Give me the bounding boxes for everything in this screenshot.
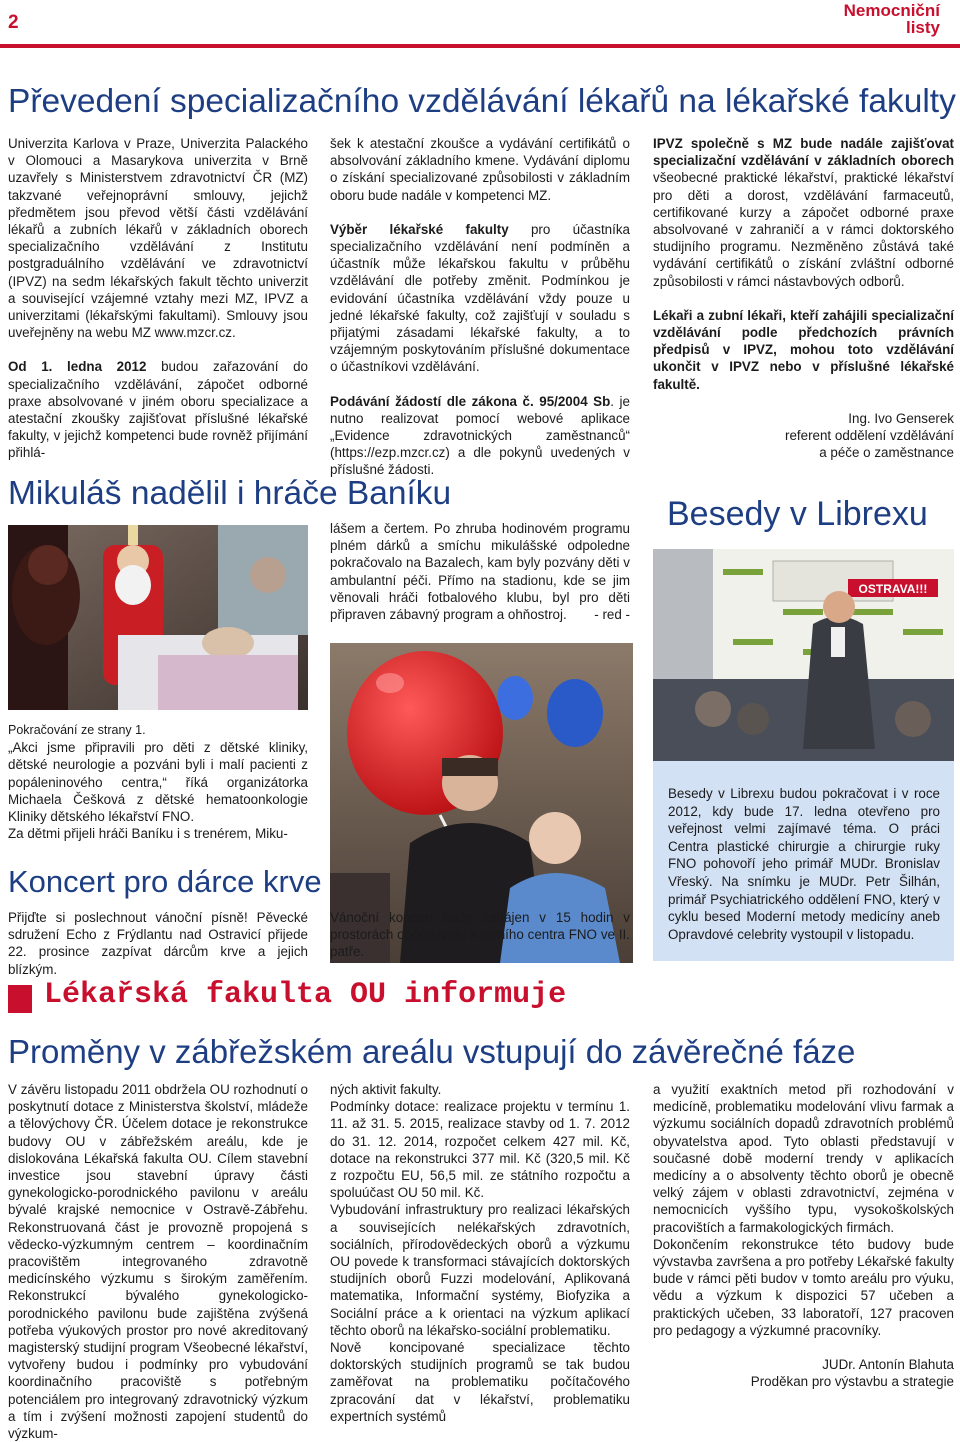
article1-text: . je nutno realizovat pomocí webové aplikace „Evidence zdravotnických zaměstnanců“ (https://ezp.mzcr.cz) a dle pokynů uvedených v příslušné žádosti. — [330, 393, 630, 478]
article2-paragraph: „Akci jsme připravili pro děti z dětské kliniky, dětské neurologie a pozváni byli i malí pacienti z popáleninového centra,“ říká organizátorka Michaela Češková z dětské hematoonkologie Kliniky dětského lékařství FNO. — [8, 740, 308, 825]
article1-lead: Výběr lékařské fakulty — [330, 221, 509, 237]
article1-lead: IPVZ společně s MZ bude nadále zajišťovat specializační vzdělávání v základních oborech — [653, 136, 954, 169]
article5-column-1 — [8, 1081, 308, 1442]
article5-paragraph: Podmínky dotace: realizace projektu v termínu 1. 11. až 31. 5. 2015, realizace stavby od 1. 7. 2012 do 31. 12. 2014, rozpočet celkem 427 mil. Kč, dotace na rekonstrukci 377 mil. Kč (320,5 mil. Kč z rozpočtu EU, 56,5 mil. ze státního rozpočtu a spoluúčast OU 50 mil. Kč. — [330, 1099, 630, 1201]
photo-mikulas-hospital — [8, 525, 308, 710]
article-title-promeny: Proměny v zábřežském areálu vstupují do závěrečné fáze — [8, 1033, 856, 1070]
article5-column-3 — [653, 1081, 954, 1390]
photo-besedy-lecture-image — [653, 549, 954, 761]
author-role: a péče o zaměstnance — [819, 445, 954, 461]
masthead-logo — [844, 2, 940, 36]
article1-bold-paragraph: Lékaři a zubní lékaři, kteří zahájili specializační vzdělávání podle předchozích právních předpisů v IPVZ, mohou toto vzdělávání ukončit v IPVZ nebo v příslušné lékařské fakultě. — [653, 307, 954, 392]
article3-column-2 — [330, 909, 630, 961]
article3-paragraph: Vánoční koncert bude zahájen v 15 hodin v prostorách občerstvení Krevního centra FNO ve II. patře. — [330, 910, 630, 960]
article2-paragraph — [330, 520, 630, 623]
article5-paragraph: Nově koncipované specializace těchto doktorských studijních programů se tak budou zaměřovat na problematiku počítačového zpracování dat v lékařství, problematiku expertních systémů — [330, 1340, 630, 1424]
article5-paragraph: Vybudování infrastruktury pro realizaci lékařských a souvisejících nelékařských zdravotních, sociálních, přírodovědeckých oborů a výzkumu OU povede k transformaci stávajících doktorských studijních oborů Fuzzi modelování, Aplikovaná matematika, Informační systémy, Biofyzika a Sociální práce a k orientaci na výzkum aplikací těchto oborů na lékařsko-sociální problematiku. — [330, 1202, 630, 1338]
section-title: Lékařská fakulta OU informuje — [44, 978, 567, 1012]
article3-paragraph: Přijďte si poslechnout vánoční písně! Pěvecké sdružení Echo z Frýdlantu nad Ostravicí přijede 22. prosince zazpívat dárcům krve a jejich blízkým. — [8, 910, 308, 977]
article5-paragraph: Dokončením rekonstrukce této budovy bude vývstavba završena a pro potřeby Lékařské fakulty bude v rámci pěti budov v tomto areálu pro výuku, vědu a výzkum k dispozici 57 učeben a praktických učeben, 33 laboratoří, 127 pracoven pro pedagogy a výzkumné pracovníky. — [653, 1236, 954, 1338]
article1-paragraph: šek k atestační zkoušce a vydávání certifikátů o absolvování základního kmene. Vydávání diplomu o získání specializované způsobilosti v základním oboru bude nadále v kompetenci MZ. — [330, 136, 630, 203]
article1-lead: Od 1. ledna 2012 — [8, 359, 147, 375]
banner-text: OSTRAVA!!! — [858, 582, 928, 596]
article1-paragraph — [330, 221, 630, 376]
article-title-prevedeni: Převedení specializačního vzdělávání lékařů na lékařské fakulty — [8, 83, 956, 120]
header-rule — [0, 44, 960, 48]
article1-column-2 — [330, 135, 630, 479]
article5-column-2 — [330, 1081, 630, 1425]
page-number: 2 — [8, 12, 19, 33]
article1-paragraph — [653, 135, 954, 290]
author-role: referent oddělení vzdělávání — [785, 428, 954, 444]
article5-paragraph: a využití exaktních metod při rozhodování v medicíně, problematiku modelování vlivu farmak a výzkumu sociálních dopadů zdravotních problémů obyvatelstva apod. Tyto oblasti představují v současné době moderní trendy v aplikacích medicíny a o absolventy těchto oborů je obecně velký zájem v oblasti zdravotnictví, zejména v nemocnicích vyššího typu, vysokoškolských pracovištích a farmakologických firmách. — [653, 1082, 954, 1235]
article-title-koncert: Koncert pro dárce krve — [8, 864, 322, 899]
article-title-besedy: Besedy v Librexu — [667, 495, 928, 533]
article1-paragraph: Univerzita Karlova v Praze, Univerzita Palackého v Olomouci a Masarykova univerzita v Brně uzavřely s Ministerstvem zdravotnictví ČR (MZ) takzvané veřejnoprávní smlouvy, jejichž předmětem jsou převod větší části vzdělávání lékařů a zubních lékařů v základních oborech specializačního vzdělávání z Institutu postgraduálního vzdělávání ve zdravotnictví (IPVZ) na sedm lékařských fakult těchto univerzit a související vzájemné vztahy mezi MZ, IPVZ a univerzitami (lékařskými fakultami). Smlouvy jsou uveřejněny na webu MZ www.mzcr.cz. — [8, 136, 308, 341]
article5-paragraph: ných aktivit fakulty. — [330, 1082, 442, 1097]
masthead-line-2: listy — [905, 18, 940, 37]
article2-paragraph: Za dětmi přijeli hráči Baníku i s trenérem, Miku- — [8, 826, 288, 842]
photo-mikulas-hospital-image — [8, 525, 308, 710]
article1-paragraph — [330, 393, 630, 479]
author-role: Proděkan pro výstavbu a strategie — [750, 1374, 954, 1390]
article1-column-1 — [8, 135, 308, 462]
masthead-line-1: Nemocniční — [843, 1, 940, 20]
article1-lead: Podávání žádostí dle zákona č. 95/2004 Sb — [330, 393, 611, 409]
author-name: JUDr. Antonín Blahuta — [822, 1357, 954, 1373]
author-name: Ing. Ivo Genserek — [848, 410, 954, 426]
article-title-mikulas: Mikuláš nadělil i hráče Baníku — [8, 475, 452, 512]
photo-besedy-lecture — [653, 549, 954, 761]
besedy-paragraph: Besedy v Librexu budou pokračovat i v roce 2012, kdy bude 17. ledna otevřeno pro veřejnost velmi zajímavé téma. O práci Centra plastické chirurgie a chirurgie ruky FNO pohovoří jeho primář MUDr. Bronislav Vřeský. Na snímku je MUDr. Petr Šilhán, primář Psychiatrického oddělení FNO, který v cyklu besed Moderní metody medicíny aneb Opravdové celebrity vystoupil v listopadu. — [668, 786, 940, 942]
article1-text: všeobecné praktické lékařství, praktické lékařství pro děti a dorost, vzdělávání farmaceutů, certifikované kurzy a zápočet odborné praxe absolvované v zahraničí a v rámci doktorského studijního programu. Nezměněno zůstává také vydávání certifikátů o získání zvláštní odborné způsobilosti v rámci nástavbových odborů. — [653, 170, 954, 289]
article2-column-2 — [330, 520, 630, 623]
article2-signoff: - red - — [594, 607, 630, 623]
article1-text: pro účastníka specializačního vzdělávání není podmíněn a účastník může lékařskou fakultu v průběhu vzdělávání dle potřeby změnit. Podmínkou je evidování účastníka vzdělávání vždy pouze u jedné lékařské fakulty, což zajišťují v souladu s přijatými zásadami lékařské fakulty, a to vzájemným poskytováním příslušné dokumentace o účastníkovi vzdělávání. — [330, 221, 630, 375]
besedy-body — [668, 785, 940, 943]
section-marker — [8, 985, 32, 1013]
article2-text: lášem a čertem. Po zhruba hodinovém programu plném dárků a smíchu mikulášské odpoledne pokračovalo na Bazalech, kam byly pozvány děti v ambulantní péči. Přímo na stadionu, kde se jim věnovali hráči fotbalového klubu, byl pro děti připraven zábavný program a ohňostroj. — [330, 521, 630, 623]
article2-column-1 — [8, 722, 308, 842]
article1-paragraph — [8, 358, 308, 461]
article3-column-1 — [8, 909, 308, 978]
continued-label: Pokračování ze strany 1. — [8, 723, 146, 737]
article1-column-3 — [653, 135, 954, 461]
article5-paragraph: V závěru listopadu 2011 obdržela OU rozhodnutí o poskytnutí dotace z Ministerstva školství, mládeže a tělovýchovy ČR. Účelem dotace je rekonstrukce budovy OU v zábřežském areálu, kde je dislokována Lékařská fakulta OU. Cílem stavební investice jsou stavební úpravy části gynekologicko-porodnického pavilonu v areálu bývalé krajské nemocnice v Ostravě-Zábřehu. Rekonstruovaná část je provozně propojená s vědecko-výzkumným centrem – koordinačním pracovištěm integrovaného zdravotně medicínského výzkumu s širokým zaměřením. Rekonstrukcí bývalého gynekologicko-porodnického pavilonu bude zajištěna zvýšená potřeba výukových prostor pro nové akreditovaný magisterský studijní program Všeobecné lékařství, vytvořeny budou i podmínky pro vybudování koordinačního pracoviště s potřebným potenciálem pro integrovaný zdravotnický výzkum a tím i zvýšení možnosti zapojení studentů do výzkum- — [8, 1082, 308, 1442]
article1-text: budou zařazování do specializačního vzdělávání, zápočet odborné praxe absolvované v jiném oboru specializace a atestační zkoušky zajišťovat příslušné lékařské fakulty, v jejichž kompetenci bude rovněž přijímání přihlá- — [8, 359, 309, 461]
